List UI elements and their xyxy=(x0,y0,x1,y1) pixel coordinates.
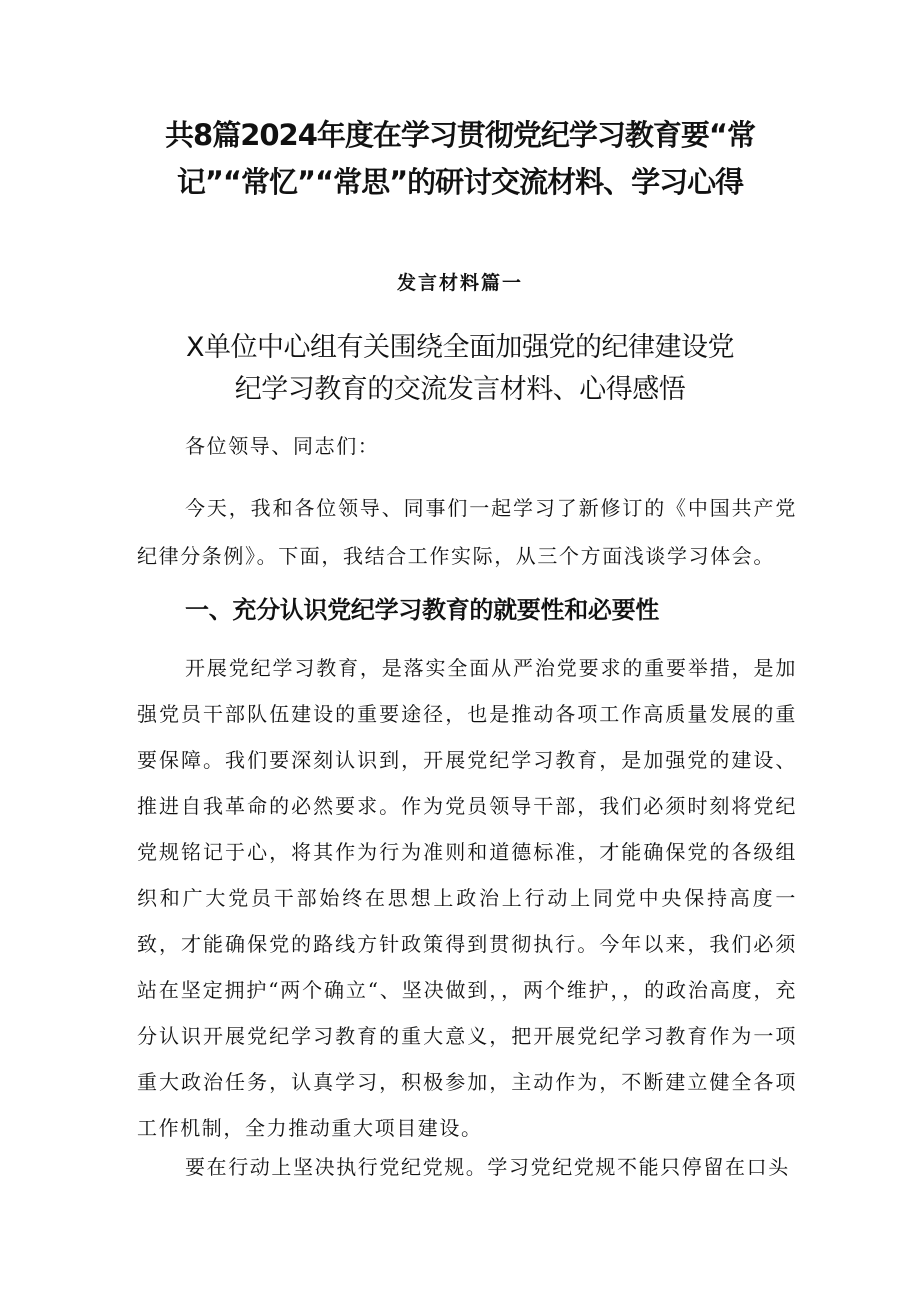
document-title xyxy=(120,112,800,206)
speech-title xyxy=(120,327,800,411)
document-title-line-2: 记”“常忆”“常思”的研讨交流材料、学习心得 xyxy=(176,165,744,199)
body-paragraph-2: 要在行动上坚决执行党纪党规。学习党纪党规不能只停留在口头 xyxy=(185,1155,790,1179)
section-heading-1: 一、充分认识党纪学习教育的就要性和必要性 xyxy=(185,596,659,624)
salutation: 各位领导、同志们： xyxy=(185,434,380,458)
document-title-line-1: 共8篇2024年度在学习贯彻党纪学习教育要“常 xyxy=(165,118,755,152)
speech-title-line-1: X单位中心组有关围绕全面加强党的纪律建设党 xyxy=(186,332,734,363)
intro-paragraph: 今天，我和各位领导、同事们一起学习了新修订的《中国共产党纪律分条例》。下面，我结合工作实际，从三个方面浅谈学习体会。 xyxy=(137,496,797,568)
section-label: 发言材料篇一 xyxy=(396,272,523,294)
body-paragraph-1: 开展党纪学习教育，是落实全面从严治党要求的重要举措，是加强党员干部队伍建设的重要途径，也是推动各项工作高质量发展的重要保障。我们要深刻认识到，开展党纪学习教育，是加强党的建设、推进自我革命的必然要求。作为党员领导干部，我们必须时刻将党纪党规铭记于心，将其作为行为准则和道德标准，才能确保党的各级组织和广大党员干部始终在思想上政治上行动上同党中央保持高度一致，才能确保党的路线方针政策得到贯彻执行。今年以来，我们必须站在坚定拥护“两个确立“、坚决做到，，两个维护，，的政治高度，充分认识开展党纪学习教育的重大意义，把开展党纪学习教育作为一项重大政治任务，认真学习，积极参加，主动作为，不断建立健全各项工作机制，全力推动重大项目建设。 xyxy=(137,656,797,1140)
speech-title-line-2: 纪学习教育的交流发言材料、心得感悟 xyxy=(234,374,686,405)
